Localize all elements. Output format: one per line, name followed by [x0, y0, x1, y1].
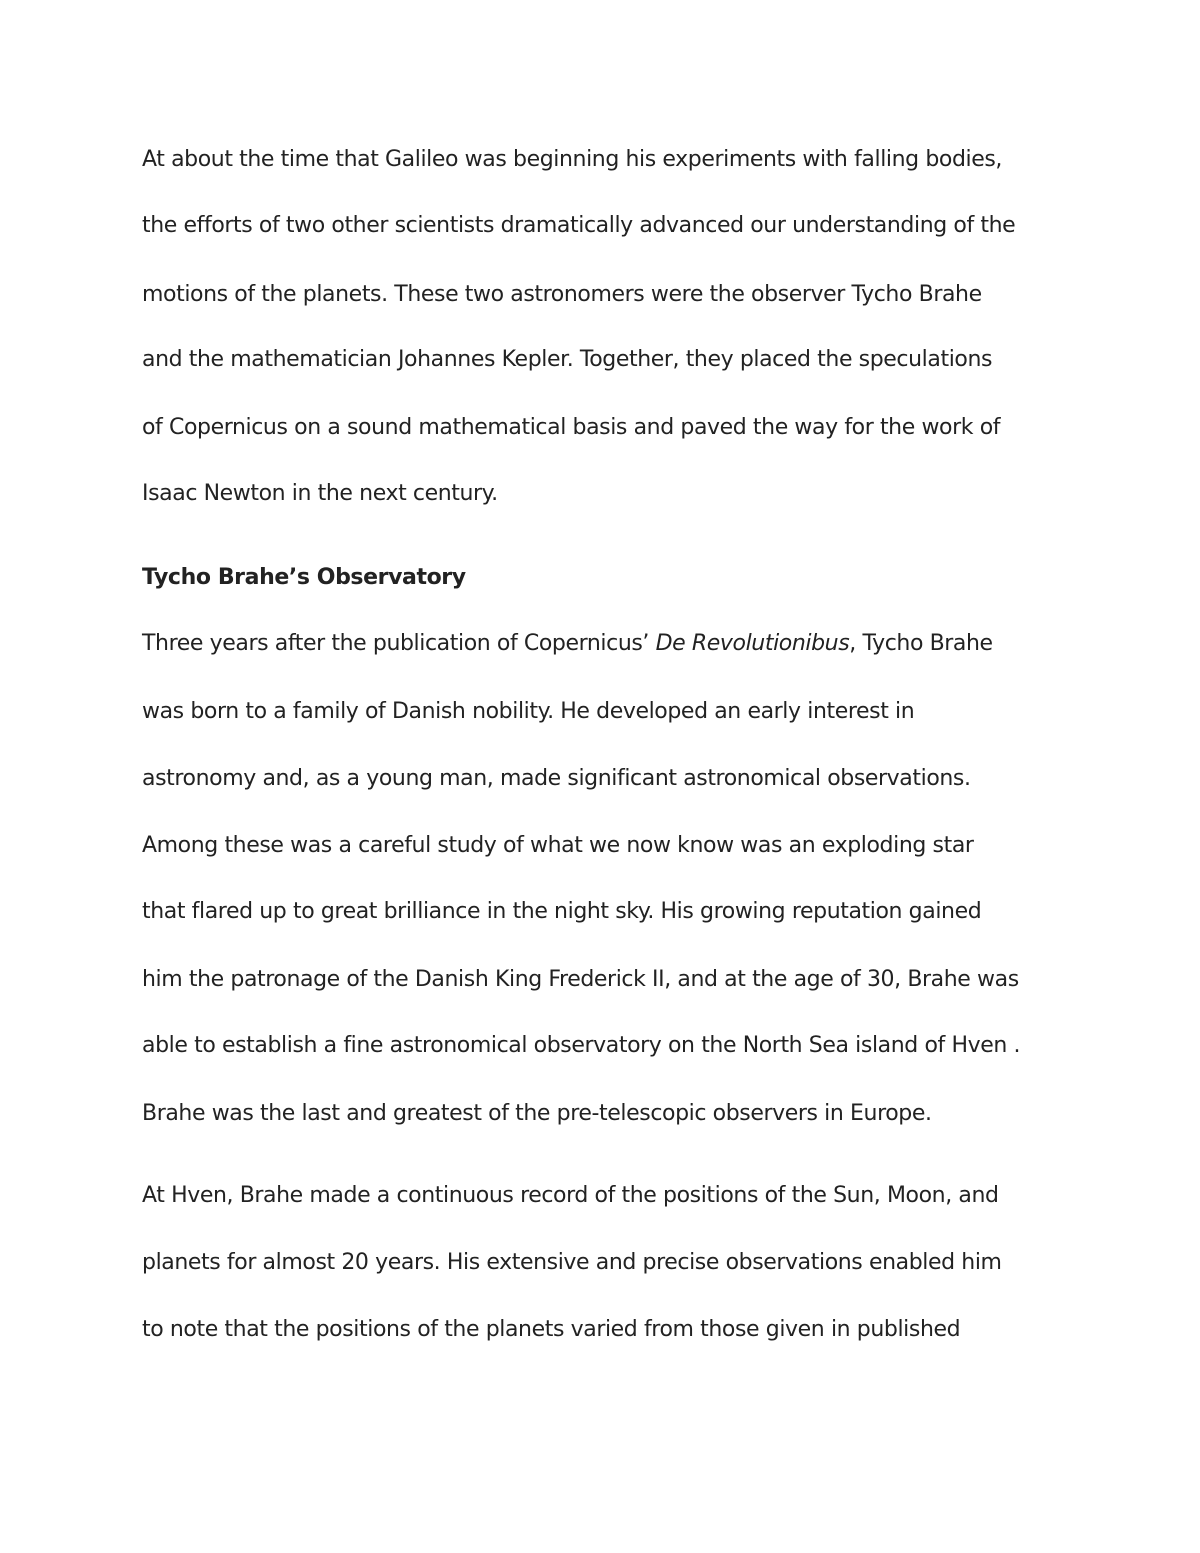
p2-line-8: Brahe was the last and greatest of the pre-telescopic observers in Europe. — [142, 1101, 932, 1126]
p2-line-3: astronomy and, as a young man, made significant astronomical observations. — [142, 766, 971, 791]
p2-line-5: that flared up to great brilliance in the night sky. His growing reputation gained — [142, 899, 982, 924]
p1-line-2: the efforts of two other scientists dramatically advanced our understanding of the — [142, 213, 1016, 238]
p2-line-7: able to establish a fine astronomical observatory on the North Sea island of Hven . — [142, 1033, 1021, 1058]
p1-line-5: of Copernicus on a sound mathematical basis and paved the way for the work of — [142, 415, 1001, 440]
p2-line-2: was born to a family of Danish nobility. He developed an early interest in — [142, 699, 915, 724]
p2-line-1-post: , Tycho Brahe — [849, 631, 993, 656]
p3-line-1: At Hven, Brahe made a continuous record of the positions of the Sun, Moon, and — [142, 1183, 999, 1208]
p3-line-2: planets for almost 20 years. His extensive and precise observations enabled him — [142, 1250, 1002, 1275]
p3-line-3: to note that the positions of the planets varied from those given in published — [142, 1317, 961, 1342]
p2-line-1 — [142, 629, 993, 659]
p2-line-1-pre: Three years after the publication of Copernicus’ — [142, 631, 656, 656]
p1-line-4: and the mathematician Johannes Kepler. Together, they placed the speculations — [142, 347, 993, 372]
p2-line-4: Among these was a careful study of what we now know was an exploding star — [142, 833, 974, 858]
book-title: De Revolutionibus — [655, 631, 850, 656]
p1-line-3: motions of the planets. These two astronomers were the observer Tycho Brahe — [142, 282, 982, 307]
p1-line-1: At about the time that Galileo was beginning his experiments with falling bodies, — [142, 147, 1003, 172]
section-heading: Tycho Brahe’s Observatory — [142, 565, 466, 590]
p1-line-6: Isaac Newton in the next century. — [142, 481, 498, 506]
p2-line-6: him the patronage of the Danish King Frederick II, and at the age of 30, Brahe was — [142, 967, 1019, 992]
